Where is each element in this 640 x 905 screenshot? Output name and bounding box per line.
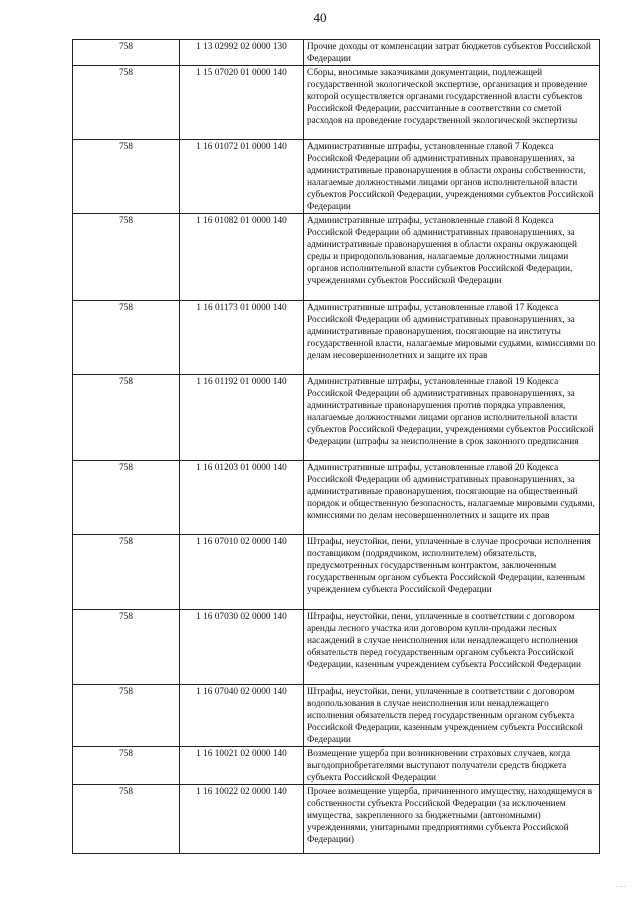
- description-cell: Штрафы, неустойки, пени, уплаченные в случае просрочки исполнения поставщиком (подрядчиком, исполнителем) обязательств, предусмотренных государственным контрактом, заключенным государственным органом субъекта Российской Федерации, казенным учреждением субъекта Российской Федерации: [304, 535, 600, 610]
- admin-code-cell: 758: [73, 685, 180, 747]
- table-row: [73, 535, 600, 610]
- description-cell: Штрафы, неустойки, пени, уплаченные в соответствии с договором аренды лесного участка или договором купли-продажи лесных насаждений в случае неисполнения или ненадлежащего исполнения обязательств перед государственным органом субъекта Российской Федерации, казенным учреждением субъекта Российской Федерации: [304, 610, 600, 685]
- budget-code-cell: 1 16 01173 01 0000 140: [180, 301, 304, 375]
- admin-code-cell: 758: [73, 66, 180, 140]
- table-row: [73, 375, 600, 461]
- description-cell: Административные штрафы, установленные главой 20 Кодекса Российской Федерации об административных правонарушениях, за административные правонарушения, посягающие на общественный порядок и общественную безопасность, налагаемые мировыми судьями, комиссиями по делам несовершеннолетних и защите их прав: [304, 461, 600, 535]
- scan-artifact: . . .: [616, 880, 626, 889]
- description-cell: Административные штрафы, установленные главой 7 Кодекса Российской Федерации об административных правонарушениях, за административные правонарушения в области охраны собственности, налагаемые должностными лицами органов исполнительной власти субъектов Российской Федерации, учреждениями субъектов Российской Федерации: [304, 140, 600, 214]
- table-row: [73, 140, 600, 214]
- admin-code-cell: 758: [73, 40, 180, 66]
- budget-code-cell: 1 16 01203 01 0000 140: [180, 461, 304, 535]
- budget-code-cell: 1 16 01192 01 0000 140: [180, 375, 304, 461]
- admin-code-cell: 758: [73, 375, 180, 461]
- description-cell: Административные штрафы, установленные главой 17 Кодекса Российской Федерации об административных правонарушениях, за административные правонарушения, посягающие на институты государственной власти, налагаемые мировыми судьями, комиссиями по делам несовершеннолетних и защите их прав: [304, 301, 600, 375]
- budget-code-cell: 1 15 07020 01 0000 140: [180, 66, 304, 140]
- admin-code-cell: 758: [73, 535, 180, 610]
- page-number: 40: [313, 10, 327, 25]
- revenue-codes-table: [72, 39, 600, 854]
- budget-code-cell: 1 13 02992 02 0000 130: [180, 40, 304, 66]
- admin-code-cell: 758: [73, 301, 180, 375]
- budget-code-cell: 1 16 07030 02 0000 140: [180, 610, 304, 685]
- budget-code-cell: 1 16 07010 02 0000 140: [180, 535, 304, 610]
- admin-code-cell: 758: [73, 140, 180, 214]
- table-row: [73, 66, 600, 140]
- admin-code-cell: 758: [73, 747, 180, 785]
- budget-code-cell: 1 16 10022 02 0000 140: [180, 785, 304, 854]
- table-row: [73, 461, 600, 535]
- table-row: [73, 747, 600, 785]
- admin-code-cell: 758: [73, 610, 180, 685]
- admin-code-cell: 758: [73, 214, 180, 301]
- description-cell: Прочее возмещение ущерба, причиненного имуществу, находящемуся в собственности субъекта Российской Федерации (за исключением имущества, закрепленного за бюджетными (автономными) учреждениями, унитарными предприятиями субъекта Российской Федерации): [304, 785, 600, 854]
- table-row: [73, 214, 600, 301]
- budget-code-cell: 1 16 07040 02 0000 140: [180, 685, 304, 747]
- description-cell: Сборы, вносимые заказчиками документации, подлежащей государственной экологической экспертизе, организация и проведение которой осуществляется органами государственной власти субъектов Российской Федерации, рассчитанные в соответствии со сметой расходов на проведение государственной экологической экспертизы: [304, 66, 600, 140]
- table-row: [73, 301, 600, 375]
- description-cell: Штрафы, неустойки, пени, уплаченные в соответствии с договором водопользования в случае неисполнения или ненадлежащего исполнения обязательств перед государственным органом субъекта Российской Федерации, казенным учреждением субъекта Российской Федерации: [304, 685, 600, 747]
- table-row: [73, 685, 600, 747]
- table-row: [73, 785, 600, 854]
- budget-code-cell: 1 16 10021 02 0000 140: [180, 747, 304, 785]
- description-cell: Административные штрафы, установленные главой 8 Кодекса Российской Федерации об административных правонарушениях, за административные правонарушения в области охраны окружающей среды и природопользования, налагаемые должностными лицами органов исполнительной власти субъектов Российской Федерации, учреждениями субъектов Российской Федерации: [304, 214, 600, 301]
- budget-code-cell: 1 16 01072 01 0000 140: [180, 140, 304, 214]
- table-row: [73, 610, 600, 685]
- budget-code-cell: 1 16 01082 01 0000 140: [180, 214, 304, 301]
- admin-code-cell: 758: [73, 785, 180, 854]
- table-row: [73, 40, 600, 66]
- admin-code-cell: 758: [73, 461, 180, 535]
- description-cell: Прочие доходы от компенсации затрат бюджетов субъектов Российской Федерации: [304, 40, 600, 66]
- description-cell: Возмещение ущерба при возникновении страховых случаев, когда выгодоприобретателями выступают получатели средств бюджета субъекта Российской Федерации: [304, 747, 600, 785]
- description-cell: Административные штрафы, установленные главой 19 Кодекса Российской Федерации об административных правонарушениях, за административные правонарушения против порядка управления, налагаемые должностными лицами органов исполнительной власти субъектов Российской Федерации, учреждениями субъектов Российской Федерации (штрафы за неисполнение в срок законного предписания: [304, 375, 600, 461]
